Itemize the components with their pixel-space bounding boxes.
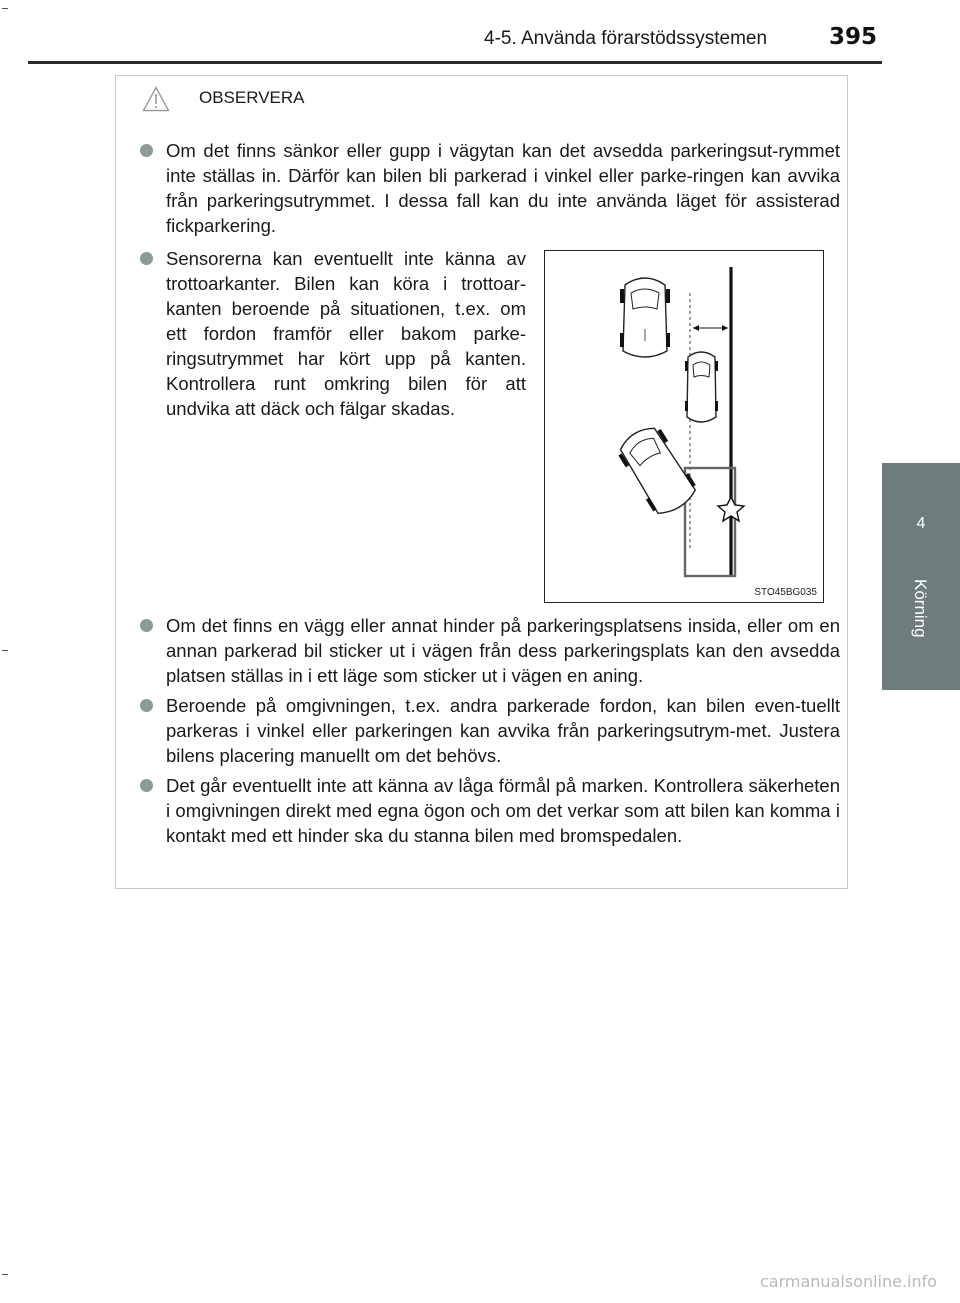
bullet-text: Sensorerna kan eventuellt inte känna av trottoarkanter. Bilen kan köra i trottoar-kanten beroende på situationen, t.ex. om ett fordon framför eller bakom parke-ringsutrymmet har kört upp på kanten. Kontrollera runt omkring bilen för att undvika att däck och fälgar skadas. [166,248,526,419]
warning-triangle-icon [142,86,170,112]
bullet-icon [140,779,153,792]
parked-car-front [620,278,670,357]
bullet-icon [140,252,153,265]
parking-illustration [544,250,824,603]
crop-mark [2,1274,8,1275]
caution-bullet-5 [140,773,840,848]
header-rule [28,61,882,64]
caution-box [115,75,848,889]
caution-bullet-3 [140,613,840,688]
bullet-text: Om det finns sänkor eller gupp i vägytan kan det avsedda parkeringsut-rymmet inte ställas in. Därför kan bilen bli parkerad i vinkel eller parke-ringen kan avvika från parkeringsutrymmet. I dessa fall kan du inte använda läget för assisterad fickparkering. [166,140,840,236]
figure-code: STO45BG035 [754,587,817,598]
crop-mark [2,650,8,651]
caution-label: OBSERVERA [199,88,305,107]
watermark: carmanualsonline.info [760,1272,938,1291]
parked-car-rear [685,352,718,422]
chapter-number: 4 [916,515,926,532]
chapter-side-tab [882,463,960,690]
section-title: 4-5. Använda förarstödssystemen [484,28,768,49]
bullet-text: Beroende på omgivningen, t.ex. andra parkerade fordon, kan bilen even-tuellt parkeras i vinkel eller parkeringen kan avvika från parkeringsutrym-met. Justera bilens placering manuellt om det behövs. [166,695,840,766]
bullet-text: Om det finns en vägg eller annat hinder på parkeringsplatsens insida, eller om en annan parkerad bil sticker ut i vägen från dess parkeringsplats kan den avsedda platsen ställas in i ett läge som sticker ut i vägen en aning. [166,615,840,686]
crop-mark [2,8,8,9]
page-number: 395 [829,24,878,50]
bullet-icon [140,144,153,157]
caution-bullet-2 [140,246,526,421]
parking-car-angled [613,421,701,520]
caution-bullet-1 [140,138,840,238]
bullet-icon [140,619,153,632]
bullet-icon [140,699,153,712]
caution-bullet-4 [140,693,840,768]
bullet-text: Det går eventuellt inte att känna av låga förmål på marken. Kontrollera säkerheten i omgivningen direkt med egna ögon och om det verkar som att bilen kan komma i kontakt med ett hinder ska du stanna bilen med bromspedalen. [166,775,840,846]
chapter-name: Körning [911,579,930,638]
parking-diagram [545,251,823,602]
